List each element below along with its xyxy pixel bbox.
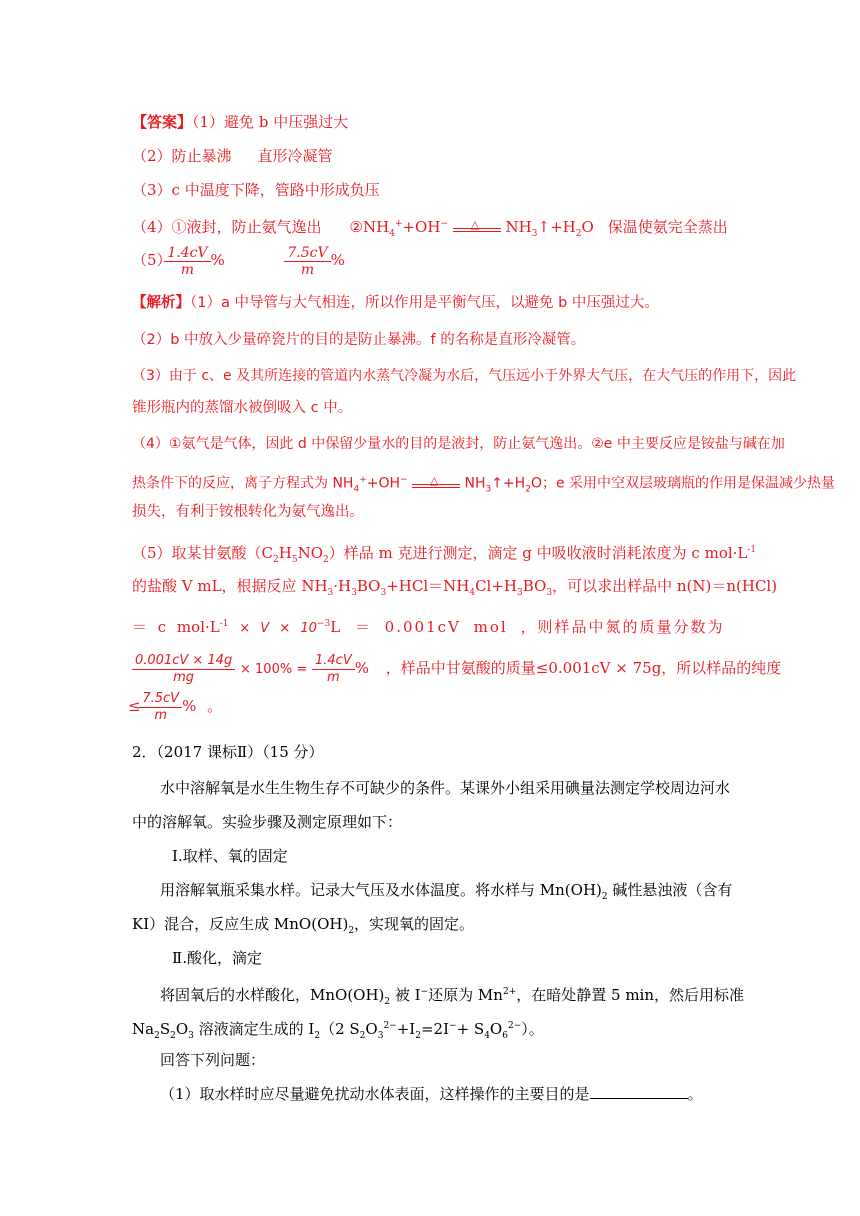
question-step-1b: KI）混合，反应生成 $MnO(OH)_2$，实现氧的固定。 bbox=[132, 915, 475, 936]
fraction-2: $\frac{7.5cV}{m}$ bbox=[284, 245, 330, 278]
answer-blank[interactable] bbox=[590, 1084, 688, 1099]
question-step-2: Ⅱ.酸化，滴定 bbox=[172, 949, 262, 967]
analysis-line-10: ＝ c $mol\cdot L^{-1} \times V \times 10^{-3}L = 0.001cV$ mol ，则样品中氮的质量分数为 bbox=[132, 618, 725, 636]
heat-arrow: △ bbox=[453, 221, 501, 235]
analysis-line-2: （2）b 中放入少量碎瓷片的目的是防止暴沸。f 的名称是直形冷凝管。 bbox=[132, 332, 586, 348]
answer-label: 【答案】 bbox=[132, 113, 193, 131]
analysis-line-6: 热条件下的反应，离子方程式为 $NH_4^++OH^-$ △ $NH_3↑+H_2O$；e 采用中空双层玻璃瓶的作用是保温减少热量 bbox=[132, 473, 836, 495]
fraction-purity: $\frac{7.5cV}{m}$ bbox=[139, 691, 182, 724]
analysis-line-8: （5）取某甘氨酸$(C_2H_5NO_2)$样品 m 克进行测定，滴定 g 中吸收液时消耗浓度为 c $mol\cdot L^{-1}$ bbox=[132, 544, 757, 565]
analysis-line-1: 【解析】（1）a 中导管与大气相连，所以作用是平衡气压，以避免 b 中压强过大。 bbox=[132, 295, 659, 311]
analysis-line-7: 损失，有利于铵根转化为氨气逸出。 bbox=[132, 504, 364, 520]
question-header: 2．（2017 课标Ⅱ）（15 分） bbox=[132, 743, 324, 761]
question-intro-1: 水中溶解氧是水生生物生存不可缺少的条件。某课外小组采用碘量法测定学校周边河水 bbox=[160, 779, 731, 797]
question-step-1: Ⅰ.取样、氧的固定 bbox=[172, 847, 288, 865]
fraction-nitrogen-result: $\frac{1.4cV}{m}$ bbox=[312, 653, 355, 686]
answer-line-1: 【答案】（1）避免 b 中压强过大 bbox=[132, 113, 349, 131]
heat-arrow-2: △ bbox=[412, 477, 460, 491]
answer-line-4: （4）①液封，防止氨气逸出 $②NH_4^++OH^-$ △ $NH_3↑+H_2O$ 保温使氨完全蒸出 bbox=[132, 218, 728, 239]
fraction-nitrogen: $\frac{0.001cV \times 14g}{mg}$ bbox=[132, 653, 235, 686]
question-step-2b: $Na_2S_2O_3$ 溶液滴定生成的 $I_2(2$ $S_2O_3^{2-}+I_2=2I^-+ S_4O_6^{2-}$）。 bbox=[132, 1020, 544, 1041]
analysis-line-9: 的盐酸 V mL，根据反应 $NH_3\cdot H_3BO_3+HCl=NH_4Cl+H_3BO_3$，可以求出样品中 n(N)＝n(HCl) bbox=[132, 577, 778, 598]
question-intro-2: 中的溶解氧。实验步骤及测定原理如下： bbox=[132, 813, 403, 831]
analysis-line-5: （4）①氨气是气体，因此 d 中保留少量水的目的是液封，防止氨气逸出。②e 中主要反应是铵盐与碱在加 bbox=[132, 436, 785, 452]
question-ask: 回答下列问题： bbox=[160, 1051, 266, 1069]
answer-line-5: （5） $\frac{1.4cV}{m}$ % $\frac{7.5cV}{m}$ % bbox=[132, 244, 345, 278]
answer-line-2: （2）防止暴沸 直形冷凝管 bbox=[132, 147, 333, 165]
analysis-line-11: $\frac{0.001cV \times 14g}{mg}$ × 100% = $\frac{1.4cV}{m}$ % ，样品中甘氨酸的质量≤0.001cV × 75g，所以样品的纯度 bbox=[132, 648, 781, 690]
analysis-line-3: （3）由于 c、e 及其所连接的管道内水蒸气冷凝为水后，气压远小于外界大气压，在大气压的作用下，因此 bbox=[132, 368, 797, 384]
analysis-label: 【解析】 bbox=[132, 295, 190, 311]
question-step-1a: 用溶解氧瓶采集水样。记录大气压及水体温度。将水样与 $Mn(OH)_2$ 碱性悬浊液（含有 bbox=[160, 881, 733, 902]
analysis-line-4: 锥形瓶内的蒸馏水被倒吸入 c 中。 bbox=[132, 400, 353, 416]
question-step-2a: 将固氧后的水样酸化，$MnO(OH)_2$ 被 I−还原为 $Mn^{2+}$，在暗处静置 5 min，然后用标准 bbox=[160, 986, 744, 1007]
analysis-line-12: ≤ $\frac{7.5cV}{m}$ % 。 bbox=[128, 690, 223, 723]
answer-line-3: （3）c 中温度下降，管路中形成负压 bbox=[132, 181, 380, 199]
question-1: （1）取水样时应尽量避免扰动水体表面，这样操作的主要目的是 。 bbox=[160, 1085, 703, 1103]
fraction-1: $\frac{1.4cV}{m}$ bbox=[164, 245, 210, 278]
